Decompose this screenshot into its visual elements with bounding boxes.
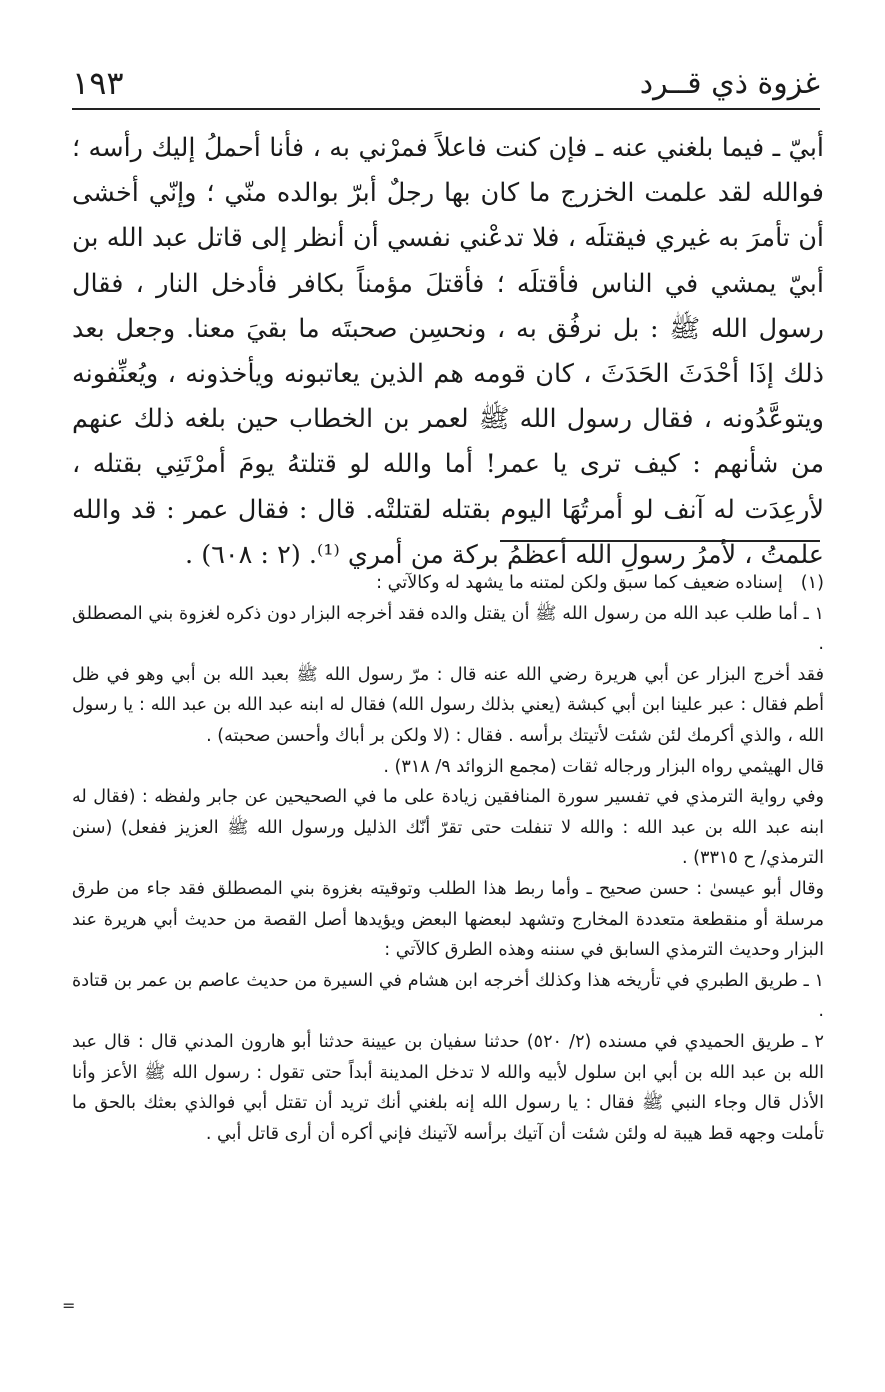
main-text <box>72 126 824 578</box>
footnote-paragraph: وفي رواية الترمذي في تفسير سورة المنافقين زيادة على ما في الصحيحين عن جابر ولفظه : (فقال له ابنه عبد الله بن عبد الله : والله لا تنفلت حتى تقرّ أنّك الذليل ورسول الله ﷺ العزيز ففعل) (سنن الترمذي/ ح ٣٣١٥) . <box>72 787 824 869</box>
footnote-paragraph: ١ ـ طريق الطبري في تأريخه هذا وكذلك أخرجه ابن هشام في السيرة من حديث عاصم بن عمر بن قتادة . <box>72 970 824 1022</box>
chapter-title: غزوة ذي قــرد <box>639 66 820 101</box>
margin-mark: = <box>62 1296 76 1315</box>
page-header <box>72 60 820 110</box>
main-paragraph: أبيّ ـ فيما بلغني عنه ـ فإن كنت فاعلاً فمرْني به ، فأنا أحملُ إليك رأسه ؛ فوالله لقد علمت الخزرج ما كان بها رجلٌ أبرّ بوالده منّي ؛ وإنّي أخشى أن تأمرَ به غيري فيقتلَه ، فلا تدعْني نفسي أن أنظر إلى قاتل عبد الله بن أبيّ يمشي في الناس فأقتلَه ؛ فأقتلَ مؤمناً بكافر فأدخل النار ، فقال رسول الله ﷺ : بل نرفُق به ، ونحسِن صحبتَه ما بقيَ معنا. وجعل بعد ذلك إذَا أحْدَثَ الحَدَثَ ، كان قومه هم الذين يعاتبونه ويأخذونه ، ويُعنِّفونه ويتوعَّدُونه ، فقال رسول الله ﷺ لعمر بن الخطاب حين بلغه ذلك عنهم من شأنهم : كيف ترى يا عمر! أما والله لو قتلتهُ يومَ أمرْتَنِي بقتله ، لأرعِدَت له آنف لو أمرتُهَا اليوم بقتله لقتلتْه. قال : فقال عمر : قد والله علمتُ ، لأمرُ رسولِ الله أعظمُ بركة من أمري ⁽¹⁾. (٢ : ٦٠٨) . <box>72 133 824 570</box>
footnote-marker: (١) <box>800 573 824 593</box>
footnote-paragraph: فقد أخرج البزار عن أبي هريرة رضي الله عنه قال : مرّ رسول الله ﷺ بعبد الله بن أبي وهو في ظل أطم فقال : عبر علينا ابن أبي كبشة (يعني بذلك رسول الله) فقال له ابنه عبد الله بن عبد الله : يا رسول الله ، والذي أكرمك لئن شئت لأتيتك برأسه . فقال : (لا ولكن بر أباك وأحسن صحبته) . <box>72 664 824 746</box>
page-number: ١٩٣ <box>72 64 124 102</box>
footnote-paragraph: إسناده ضعيف كما سبق ولكن لمتنه ما يشهد له وكالآتي : <box>376 573 783 593</box>
footnote-paragraph: ٢ ـ طريق الحميدي في مسنده (٢/ ٥٢٠) حدثنا سفيان بن عيينة حدثنا أبو هارون المدني قال : قال عبد الله بن عبد الله بن أبي ابن سلول لأبيه والله لا تدخل المدينة أبداً حتى تقول : رسول الله ﷺ الأعز وأنا الأذل قال وجاء النبي ﷺ فقال : يا رسول الله إنه بلغني أنك تريد أن تقتل أبي فوالذي بعثك بالحق ما تأملت وجهه قط هيبة له ولئن شئت أن آتيك برأسه لآتينك فإني أكره أن أرى قاتل أبي . <box>72 1031 824 1144</box>
footnotes <box>72 568 824 1149</box>
footnote-1 <box>72 568 824 599</box>
footnote-paragraph: وقال أبو عيسىٰ : حسن صحيح ـ وأما ربط هذا الطلب وتوقيته بغزوة بني المصطلق فقد جاء من طرق مرسلة أو منقطعة متعددة المخارج وتشهد لبعضها البعض ويؤيدها أصل القصة من حديث أبي هريرة عند البزار وحديث الترمذي السابق في سننه وهذه الطرق كالآتي : <box>72 878 824 961</box>
footnote-separator <box>500 540 820 542</box>
footnote-body <box>376 568 783 599</box>
footnote-paragraph: ١ ـ أما طلب عبد الله من رسول الله ﷺ أن يقتل والده فقد أخرجه البزار دون ذكره لغزوة بني المصطلق . <box>72 603 824 655</box>
footnote-paragraph: قال الهيثمي رواه البزار ورجاله ثقات (مجمع الزوائد ٩/ ٣١٨) . <box>383 756 824 777</box>
